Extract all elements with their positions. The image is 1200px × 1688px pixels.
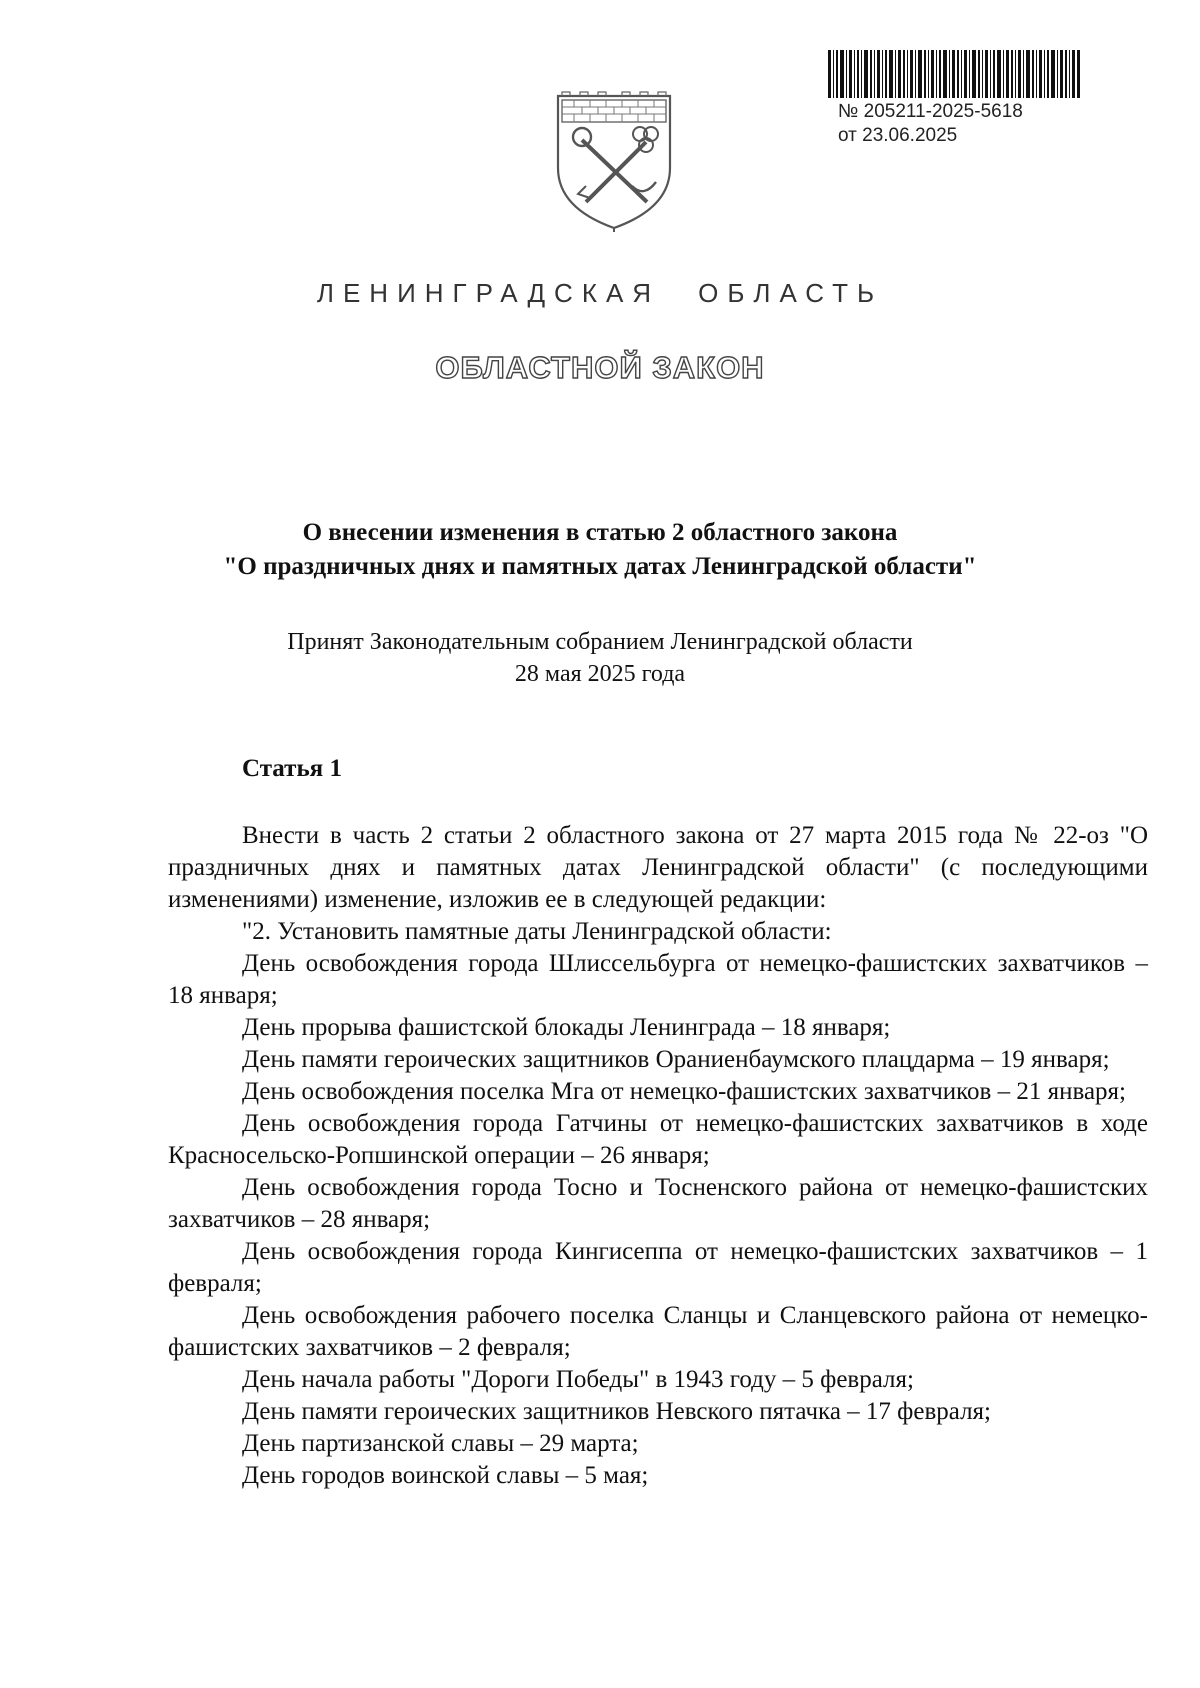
- paragraph: День прорыва фашистской блокады Ленинграда – 18 января;: [242, 1014, 891, 1041]
- paragraph: День освобождения города Тосно и Тосненского района от немецко-фашистских захватчиков – 28 января;: [168, 1174, 1148, 1233]
- law-title-line-2: "О праздничных днях и памятных датах Ленинградской области": [223, 553, 977, 580]
- law-title-line-1: О внесении изменения в статью 2 областного закона: [302, 519, 898, 546]
- paragraph: День начала работы "Дороги Победы" в 1943 году – 5 февраля;: [242, 1366, 914, 1393]
- law-title: [0, 516, 1200, 584]
- law-type-heading: ОБЛАСТНОЙ ЗАКОН: [435, 350, 765, 385]
- article-heading: Статья 1: [242, 755, 342, 782]
- adoption-line-2: 28 мая 2025 года: [514, 661, 686, 687]
- paragraph: День освобождения города Кингисеппа от немецко-фашистских захватчиков – 1 февраля;: [168, 1238, 1148, 1297]
- paragraph: Внести в часть 2 статьи 2 областного закона от 27 марта 2015 года № 22-оз "О праздничных днях и памятных датах Ленинградской области" (с последующими изменениями) изменение, изложив ее в следующей редакции:: [168, 822, 1148, 913]
- registration-number: № 205211-2025-5618: [838, 101, 1023, 122]
- paragraph: День партизанской славы – 29 марта;: [242, 1430, 639, 1457]
- adoption-line-1: Принят Законодательным собранием Ленинградской области: [287, 629, 913, 655]
- registration-date: от 23.06.2025: [838, 125, 958, 146]
- article-body: [168, 820, 1148, 1492]
- leningrad-oblast-coat-of-arms-icon: [552, 90, 676, 232]
- region-word-1: ЛЕНИНГРАДСКАЯ: [316, 278, 661, 308]
- paragraph: День освобождения города Гатчины от немецко-фашистских захватчиков в ходе Красносельско-Ропшинской операции – 26 января;: [168, 1110, 1148, 1169]
- paragraph: "2. Установить памятные даты Ленинградской области:: [242, 918, 832, 945]
- paragraph: День освобождения рабочего поселка Сланцы и Сланцевского района от немецко-фашистских захватчиков – 2 февраля;: [168, 1302, 1148, 1361]
- paragraph: День памяти героических защитников Невского пятачка – 17 февраля;: [242, 1398, 991, 1425]
- region-heading: [0, 278, 1200, 309]
- registration-block: [838, 100, 1023, 148]
- paragraph: День освобождения поселка Мга от немецко-фашистских захватчиков – 21 января;: [242, 1078, 1126, 1105]
- paragraph: День памяти героических защитников Ораниенбаумского плацдарма – 19 января;: [242, 1046, 1110, 1073]
- region-word-2: ОБЛАСТЬ: [698, 278, 884, 308]
- barcode-icon: [828, 50, 1080, 98]
- paragraph: День освобождения города Шлиссельбурга от немецко-фашистских захватчиков – 18 января;: [168, 950, 1148, 1009]
- adoption-note: [0, 626, 1200, 690]
- paragraph: День городов воинской славы – 5 мая;: [242, 1462, 649, 1489]
